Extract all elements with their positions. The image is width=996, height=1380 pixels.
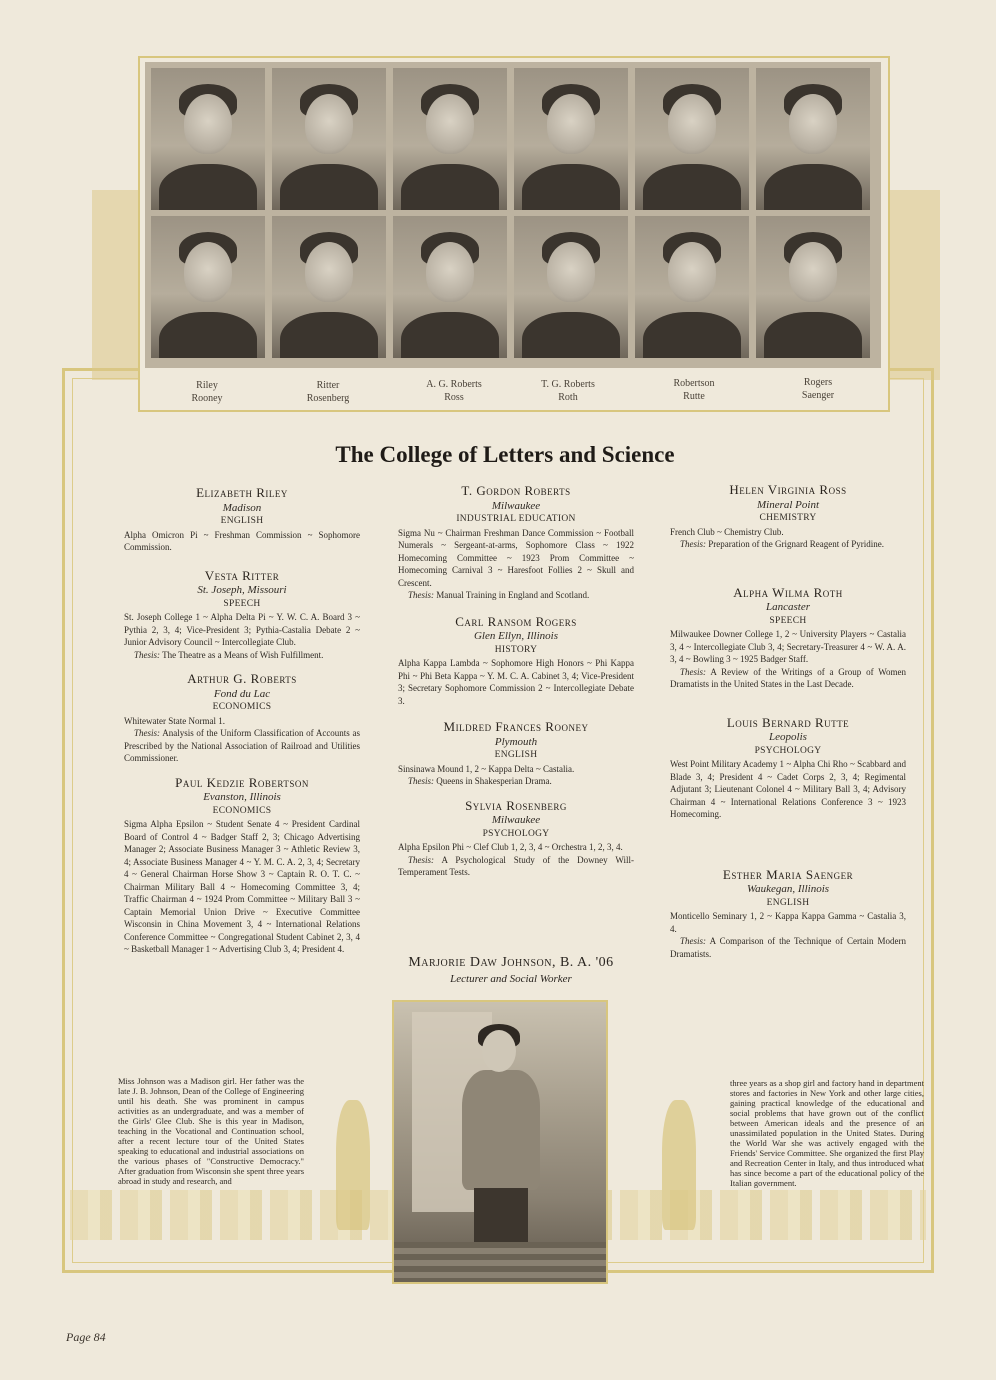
student-major: SPEECH — [223, 598, 261, 609]
student-major: CHEMISTRY — [759, 513, 817, 523]
student-name: Sylvia Rosenberg — [465, 797, 567, 813]
johnson-bio-left: Miss Johnson was a Madison girl. Her father was the late J. B. Johnson, Dean of the College of Engineering until his death. She was prominent in campus activities as an undergraduate, and was a member of the Girls' Glee Club. She is this year in Madison, teaching in the Vocational and Continuation school, after a recent lecture tour of the United States speaking to educational and industrial associations on the various phases of "Constructive Democracy." After graduation from Wisconsin she spent three years abroad in study and research, and — [118, 1076, 304, 1186]
student-major: PSYCHOLOGY — [482, 828, 550, 839]
caption-top: A. G. Roberts — [426, 379, 482, 390]
portrait-rogers — [756, 68, 870, 210]
portrait-rosenberg — [272, 216, 386, 358]
entry-gordon-roberts — [398, 485, 634, 602]
caption-bottom: Rooney — [191, 393, 223, 404]
student-name: Paul Kedzie Robertson — [175, 774, 309, 790]
portrait-robertson — [635, 68, 749, 210]
caption-top: Ritter — [316, 380, 340, 391]
student-major: ENGLISH — [494, 750, 538, 760]
portrait-ritter — [272, 68, 386, 210]
caption-bottom: Ross — [444, 392, 464, 403]
entry-paul-robertson — [124, 774, 360, 956]
caption-top: T. G. Roberts — [541, 379, 595, 390]
student-thesis: Preparation of the Grignard Reagent of Pyridine. — [708, 539, 884, 549]
student-hometown: Glen Ellyn, Illinois — [473, 630, 558, 642]
student-name: Louis Bernard Rutte — [726, 714, 850, 730]
caption-top: Robertson — [673, 378, 715, 389]
student-hometown: Evanston, Illinois — [203, 791, 281, 803]
caption-column-6 — [763, 376, 873, 402]
student-activities: Milwaukee Downer College 1, 2 ~ University Players ~ Castalia 3, 4 ~ Intercollegiate Club 3, 4; Secretary-Treasurer 4 ~ W. A. A. 3, 4 ~ Bowling 3 ~ 1925 Badger Staff. — [670, 629, 906, 664]
middle-column — [398, 485, 634, 879]
student-name: Helen Virginia Ross — [729, 482, 847, 497]
student-hometown: Leopolis — [769, 731, 807, 743]
featured-alumna-photo — [392, 1000, 608, 1284]
student-name: Elizabeth Riley — [196, 485, 288, 500]
entry-louis-rutte — [670, 714, 906, 821]
student-major: ECONOMICS — [212, 805, 272, 816]
caption-bottom: Rosenberg — [306, 393, 350, 404]
right-column — [670, 484, 906, 960]
portrait-rutte — [635, 216, 749, 358]
student-major: ECONOMICS — [212, 702, 272, 712]
right-scene-decoration — [890, 190, 940, 380]
portrait-roth — [514, 216, 628, 358]
left-column — [124, 487, 360, 956]
portrait-ross — [393, 216, 507, 358]
portrait-saenger — [756, 216, 870, 358]
student-major: INDUSTRIAL EDUCATION — [456, 514, 576, 524]
entry-vesta-ritter — [124, 567, 360, 662]
thesis-label: Thesis: — [134, 728, 161, 738]
student-major: SPEECH — [769, 615, 807, 626]
student-thesis: The Theatre as a Means of Wish Fulfillment. — [162, 649, 324, 660]
student-name: T. Gordon Roberts — [461, 483, 571, 498]
student-activities: Alpha Omicron Pi ~ Freshman Commission ~ Sophomore Commission. — [124, 529, 360, 552]
thesis-label: Thesis: — [408, 854, 435, 865]
student-major: ENGLISH — [220, 516, 264, 526]
thesis-label: Thesis: — [408, 776, 435, 786]
student-hometown: Mineral Point — [756, 498, 820, 511]
thesis-label: Thesis: — [680, 539, 707, 549]
portrait-t-g-roberts — [514, 68, 628, 210]
entry-sylvia-rosenberg — [398, 797, 634, 879]
worker-figure-right — [662, 1100, 696, 1230]
entry-alpha-roth — [670, 584, 906, 691]
entry-esther-saenger — [670, 866, 906, 961]
entry-mildred-rooney — [398, 721, 634, 788]
student-name: Vesta Ritter — [204, 567, 280, 583]
student-activities: Alpha Kappa Lambda ~ Sophomore High Honors ~ Phi Kappa Phi ~ Phi Beta Kappa ~ Y. M. C. A. Cabinet 3, 4; Vice-President 3; Secretary Sophomore Commission 2 ~ Intercollegiate Debate 3. — [398, 658, 634, 706]
featured-alumna-role: Lecturer and Social Worker — [450, 973, 572, 985]
student-major: PSYCHOLOGY — [754, 745, 822, 756]
student-name: Alpha Wilma Roth — [733, 584, 843, 600]
portrait-riley — [151, 68, 265, 210]
student-activities: St. Joseph College 1 ~ Alpha Delta Pi ~ Y. W. C. A. Board 3 ~ Pythia 2, 3, 4; Vice-President 3; Pythia-Castalia Debate 2 ~ Junior Advisory Council ~ Intercollegiate Club. — [124, 612, 360, 647]
student-activities: Sigma Nu ~ Chairman Freshman Dance Commission ~ Football Numerals ~ Sergeant-at-arms, Sophomore Class ~ 1922 Homecoming Committee ~ 1923 Prom Committee ~ Homecoming Carnival 3 ~ Haresfoot Follies 2 ~ Skull and Crescent. — [398, 527, 634, 588]
student-hometown: Madison — [222, 501, 262, 514]
student-hometown: St. Joseph, Missouri — [197, 584, 287, 596]
caption-column-5 — [639, 377, 749, 403]
student-thesis: A Review of the Writings of a Group of Women Dramatists in the United States in the Last Decade. — [670, 666, 906, 689]
caption-column-1 — [152, 379, 262, 405]
student-thesis: Analysis of the Uniform Classification of Accounts as Prescribed by the National Association of Railroad and Utilities Commissioner. — [124, 728, 360, 763]
worker-figure-left — [336, 1100, 370, 1230]
caption-bottom: Rutte — [683, 391, 705, 402]
student-major: HISTORY — [494, 644, 538, 655]
entry-arthur-roberts — [124, 673, 360, 765]
caption-top: Riley — [196, 380, 218, 391]
student-hometown: Plymouth — [494, 735, 538, 748]
caption-top: Rogers — [803, 377, 833, 388]
student-thesis: Manual Training in England and Scotland. — [436, 590, 590, 600]
student-hometown: Milwaukee — [491, 814, 541, 826]
johnson-bio-right: three years as a shop girl and factory hand in department stores and factories in New York and other large cities, gaining practical knowledge of the educational and social problems that have grown out of the conflict between American ideals and the presence of an unassimilated population in the United States. During the World War she was actively engaged with the Friends' Service Committee. She organized the first Play and Recreation Center in Italy, and thus introduced what has since become a part of the educational policy of the Italian government. — [730, 1078, 924, 1188]
student-thesis: Queens in Shakesperian Drama. — [436, 776, 552, 786]
thesis-label: Thesis: — [680, 936, 707, 946]
student-name: Esther Maria Saenger — [722, 866, 854, 882]
caption-column-2 — [273, 379, 383, 405]
student-activities: Sigma Alpha Epsilon ~ Student Senate 4 ~ President Cardinal Board of Control 4 ~ Badger Staff 2, 3; Chicago Advertising Manager 2; Associate Business Manager 3 ~ Athletic Review 3, 4; Associate Business Manager 4 ~ Y. M. C. A. 2, 3, 4; Secretary 4 ~ General Chairman Horse Show 3 ~ Captain R. O. T. C. ~ Chairman Military Ball 4 ~ Homecoming Committee 3, 4; Traffic Chairman 4 ~ 1924 Prom Committee ~ Military Ball 3 ~ Captain Memorial Union Drive ~ Executive Committee Wisconsin in China Movement 3, 4 ~ International Relations Conference Committee ~ Congregational Student Cabinet 2, 3, 4 ~ Basketball Manager 1 ~ Advertising Club 3, 4; President 4. — [124, 819, 360, 954]
student-activities: Sinsinawa Mound 1, 2 ~ Kappa Delta ~ Castalia. — [398, 763, 575, 774]
student-name: Arthur G. Roberts — [187, 671, 297, 686]
student-hometown: Lancaster — [766, 601, 810, 613]
portrait-rooney — [151, 216, 265, 358]
portrait-a-g-roberts — [393, 68, 507, 210]
student-name: Mildred Frances Rooney — [443, 719, 589, 734]
student-thesis: A Comparison of the Technique of Certain Modern Dramatists. — [670, 936, 906, 959]
student-hometown: Milwaukee — [491, 499, 541, 512]
student-activities: West Point Military Academy 1 ~ Alpha Chi Rho ~ Scabbard and Blade 3, 4; President 4 ~ Cadet Corps 2, 3, 4; Regimental Adjutant 3; Lieutenant Colonel 4 ~ Military Ball 3, 4; Advisory Chairman 4 ~ International Relations Conference 3 ~ 1923 Homecoming. — [670, 759, 906, 819]
entry-helen-ross — [670, 484, 906, 551]
left-scene-decoration — [92, 190, 138, 380]
entry-elizabeth-riley — [124, 487, 360, 554]
student-activities: Alpha Epsilon Phi ~ Clef Club 1, 2, 3, 4 ~ Orchestra 1, 2, 3, 4. — [398, 842, 623, 852]
student-thesis: A Psychological Study of the Downey Will-Temperament Tests. — [398, 854, 634, 877]
student-hometown: Waukegan, Illinois — [746, 883, 830, 895]
student-hometown: Fond du Lac — [213, 687, 271, 700]
page-number: Page 84 — [66, 1330, 106, 1344]
caption-column-4 — [513, 378, 623, 404]
featured-alumna-name: Marjorie Daw Johnson, B. A. '06 — [408, 955, 614, 970]
thesis-label: Thesis: — [134, 649, 161, 660]
student-major: ENGLISH — [766, 897, 810, 908]
portrait-grid — [145, 62, 881, 368]
caption-column-3 — [399, 378, 509, 404]
caption-bottom: Saenger — [801, 390, 835, 401]
student-activities: Whitewater State Normal 1. — [124, 715, 225, 726]
thesis-label: Thesis: — [680, 666, 707, 677]
page-title: The College of Letters and Science — [335, 442, 675, 467]
entry-carl-rogers — [398, 613, 634, 708]
student-activities: French Club ~ Chemistry Club. — [670, 526, 784, 537]
thesis-label: Thesis: — [408, 590, 435, 600]
student-name: Carl Ransom Rogers — [455, 613, 577, 629]
caption-bottom: Roth — [558, 392, 578, 403]
student-activities: Monticello Seminary 1, 2 ~ Kappa Kappa Gamma ~ Castalia 3, 4. — [670, 911, 906, 934]
